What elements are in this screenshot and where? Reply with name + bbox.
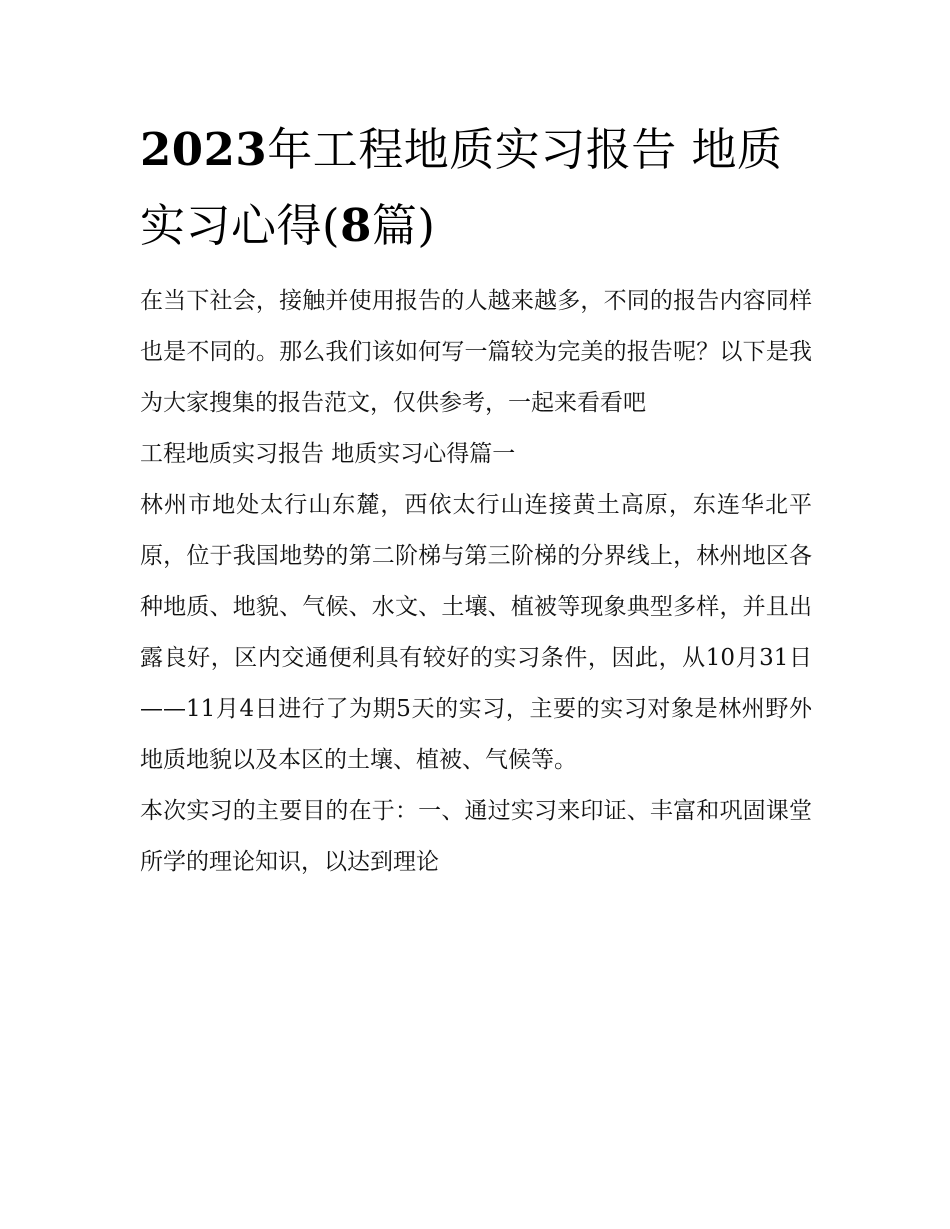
document-body: [140, 276, 812, 888]
body-paragraph: 本次实习的主要目的在于：一、通过实习来印证、丰富和巩固课堂所学的理论知识，以达到理论: [140, 798, 812, 875]
title-count: 8: [340, 199, 372, 252]
document-title: [140, 112, 820, 264]
section-heading: 工程地质实习报告 地质实习心得篇一: [140, 441, 516, 467]
title-text: 年工程地质实习报告 地质实习心得(: [140, 123, 783, 252]
title-suffix: 篇): [371, 199, 436, 252]
intro-paragraph: 在当下社会，接触并使用报告的人越来越多，不同的报告内容同样也是不同的。那么我们该如何写一篇较为完美的报告呢？以下是我为大家搜集的报告范文，仅供参考，一起来看看吧: [140, 288, 812, 416]
body-paragraph: 林州市地处太行山东麓，西依太行山连接黄土高原，东连华北平原，位于我国地势的第二阶梯与第三阶梯的分界线上，林州地区各种地质、地貌、气候、水文、土壤、植被等现象典型多样，并且出露良好，区内交通便利具有较好的实习条件，因此，从10月31日——11月4日进行了为期5天的实习，主要的实习对象是林州野外地质地貌以及本区的土壤、植被、气候等。: [140, 492, 812, 773]
title-year: 2023: [140, 123, 268, 176]
